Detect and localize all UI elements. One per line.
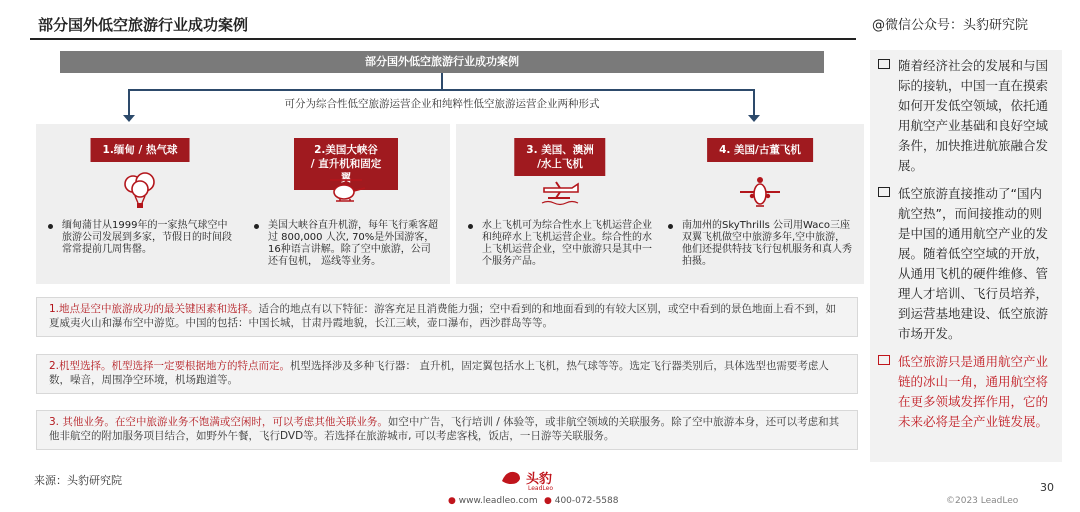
brand-logo	[500, 467, 552, 487]
insight-item-emphasis	[878, 352, 1054, 432]
insight-text: 低空旅游只是通用航空产业链的冰山一角，通用航空将在更多领域发挥作用，它的未来必将是全产业链发展。	[898, 354, 1049, 429]
phone-icon: ●	[544, 496, 552, 506]
case-tag: 3. 美国、澳洲 /水上飞机	[514, 138, 605, 176]
section-banner: 部分国外低空旅游行业成功案例	[60, 51, 824, 73]
factor-highlight: 2.机型选择。机型选择一定要根据地方的特点而定。	[49, 360, 291, 372]
insight-text: 随着经济社会的发展和与国际的接轨，中国一直在摸索如何开发低空领域，依托通用航空产业基础和良好空域条件，加快推进航旅融合发展。	[898, 58, 1049, 173]
factor-other-business	[36, 410, 858, 450]
bullet	[468, 224, 473, 229]
case-description: 南加州的SkyThrills 公司用Waco三座双翼飞机做空中旅游多年,空中旅游，他们还提供特技飞行包机服务和真人秀拍摄。	[682, 220, 852, 267]
logo-text: 头豹	[526, 471, 553, 487]
case-card-grand-canyon	[242, 124, 450, 284]
connector-bar	[128, 89, 755, 91]
factor-aircraft	[36, 354, 858, 394]
checkbox-icon	[878, 355, 890, 365]
factor-highlight: 1.地点是空中旅游成功的最关键因素和选择。	[49, 303, 259, 315]
connector-stem	[441, 73, 443, 90]
helicopter-icon	[324, 172, 368, 210]
case-card-vintage-plane	[656, 124, 864, 284]
insight-sidebar	[870, 50, 1062, 462]
case-description: 水上飞机可为综合性水上飞机运营企业和纯碎水上飞机运营企业。综合性的水上飞机运营企业，空中旅游只是其中一个服务产品。	[482, 220, 652, 267]
hot-air-balloon-icon	[118, 172, 162, 210]
seaplane-icon	[538, 172, 582, 210]
phone-text: 400-072-5588	[554, 496, 619, 506]
factor-text: 如空中广告，飞行培训 / 体验等，或非航空领域的关联服务。除了空中旅游本身，还可以考虑和其他非航空的附加服务项目结合，如野外午餐，飞行DVD等。若选择在旅游城市, 可以考虑客栈，饭店，一日游等关联服务。	[49, 416, 840, 442]
checkbox-icon	[878, 187, 890, 197]
logo-subtext: LeadLeo	[528, 485, 554, 492]
leopard-logo-icon	[500, 467, 522, 487]
insight-item	[878, 184, 1054, 344]
page-title: 部分国外低空旅游行业成功案例	[38, 16, 249, 34]
copyright: ©2023 LeadLeo	[946, 496, 1019, 506]
watermark: @微信公众号：头豹研究院	[872, 18, 1029, 33]
case-tag: 4. 美国/古董飞机	[707, 138, 813, 162]
title-divider	[30, 38, 856, 40]
factor-highlight: 3. 其他业务。在空中旅游业务不饱满或空闲时，可以考虑其他关联业务。	[49, 416, 388, 428]
insight-item	[878, 56, 1054, 176]
website-link[interactable]	[448, 496, 538, 506]
globe-icon: ●	[448, 496, 456, 506]
phone-number	[544, 496, 619, 506]
website-text: www.leadleo.com	[458, 496, 538, 506]
arrow-down-icon	[753, 90, 755, 116]
checkbox-icon	[878, 59, 890, 69]
source-note: 来源：头豹研究院	[34, 474, 122, 487]
factor-text: 机型选择涉及多种飞行器： 直升机，固定翼包括水上飞机，热气球等等。选定飞行器类别后，具体选型也需要考虑人数，噪音，周围净空环境，机场跑道等。	[49, 360, 829, 386]
factor-text: 适合的地点有以下特征：游客充足且消费能力强；空中看到的和地面看到的有较大区别，或空中看到的景色地面上看不到，如夏威夷火山和瀑布空中游览。中国的包括：中国长城，甘肃丹霞地貌，长江三峡，壶口瀑布，西沙群岛等等。	[49, 303, 837, 329]
case-tag: 1.缅甸 / 热气球	[91, 138, 190, 162]
case-card-seaplane	[456, 124, 664, 284]
case-tag: 2.美国大峡谷 / 直升机和固定翼	[294, 138, 398, 190]
case-description: 美国大峡谷直升机游，每年飞行乘客超过 800,000 人次, 70%是外国游客，16种语言讲解。除了空中旅游，公司还有包机， 巡线等业务。	[268, 220, 438, 267]
bullet	[668, 224, 673, 229]
bullet	[254, 224, 259, 229]
bullet	[48, 224, 53, 229]
airplane-icon	[738, 172, 782, 210]
case-card-myanmar	[36, 124, 244, 284]
page-number: 30	[1040, 481, 1054, 494]
case-description: 缅甸蒲甘从1999年的一家热气球空中旅游公司发展到多家，节假日的时间段常常提前几周售罄。	[62, 220, 232, 255]
factor-location	[36, 297, 858, 337]
arrow-down-icon	[128, 90, 130, 116]
section-subtitle: 可分为综合性低空旅游运营企业和纯粹性低空旅游运营企业两种形式	[150, 96, 734, 111]
insight-text: 低空旅游直接推动了“国内航空热”，而间接推动的则是中国的通用航空产业的发展。随着低空空域的开放，从通用飞机的硬件维修、管理人才培训、飞行员培养，到运营基地建设、低空旅游市场开发。	[898, 186, 1049, 341]
